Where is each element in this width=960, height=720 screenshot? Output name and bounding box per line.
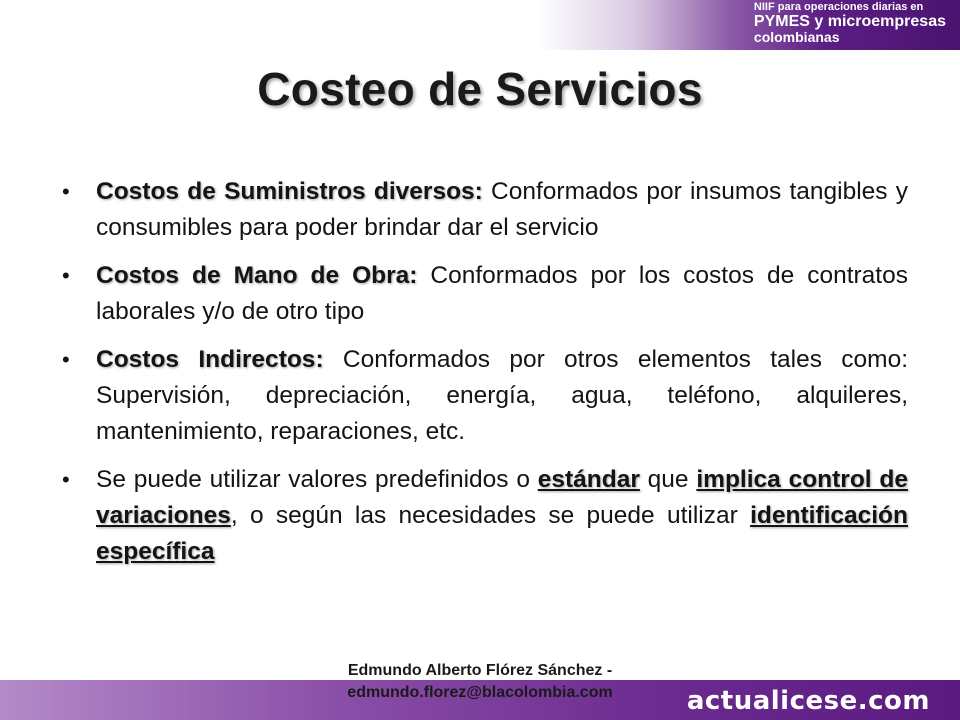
bullet-term: Costos Indirectos: bbox=[96, 346, 324, 373]
bullet-term: Costos de Mano de Obra: bbox=[96, 262, 418, 289]
bullet-item-valores bbox=[58, 462, 908, 570]
bullet-text-part-3: , o según las necesidades se puede utilizar bbox=[230, 502, 751, 529]
author-name: Edmundo Alberto Flórez Sánchez - bbox=[347, 662, 613, 679]
bullet-item-mano-de-obra bbox=[58, 258, 908, 330]
bullet-text-part-2: que bbox=[639, 466, 697, 493]
bullet-item-indirectos bbox=[58, 342, 908, 450]
bullet-icon: • bbox=[62, 263, 70, 288]
bullet-text: Conformados por otros elementos tales como: Supervisión, depreciación, energía, agua, teléfono, alquileres, mantenimiento, reparaciones, etc. bbox=[96, 346, 908, 445]
banner-line-2: PYMES y microempresas bbox=[753, 12, 946, 30]
top-banner bbox=[0, 0, 960, 50]
bullet-icon: • bbox=[62, 347, 70, 372]
bullet-text: Conformados por insumos tangibles y consumibles para poder brindar dar el servicio bbox=[96, 178, 908, 241]
author-email: edmundo.florez@blacolombia.com bbox=[347, 684, 613, 701]
banner-line-1: NIIF para operaciones diarias en bbox=[753, 1, 924, 13]
highlight-identificacion-especifica: identificación específica bbox=[96, 502, 908, 565]
bullet-text-part-1: Se puede utilizar valores predefinidos o bbox=[96, 466, 538, 493]
actualicese-logo: actualicese.com bbox=[686, 686, 930, 716]
bullet-term: Costos de Suministros diversos: bbox=[96, 178, 483, 205]
slide-title: Costeo de Servicios bbox=[257, 63, 703, 115]
highlight-control-variaciones: implica control de variaciones bbox=[96, 466, 908, 529]
bullet-item-suministros bbox=[58, 174, 908, 246]
bullet-text: Conformados por los costos de contratos laborales y/o de otro tipo bbox=[96, 262, 908, 325]
banner-line-3: colombianas bbox=[753, 29, 840, 46]
bullet-icon: • bbox=[62, 179, 70, 204]
bullet-icon: • bbox=[62, 467, 70, 492]
bullet-list bbox=[58, 174, 908, 582]
highlight-estandar: estándar bbox=[537, 466, 640, 493]
banner-text bbox=[754, 2, 946, 45]
